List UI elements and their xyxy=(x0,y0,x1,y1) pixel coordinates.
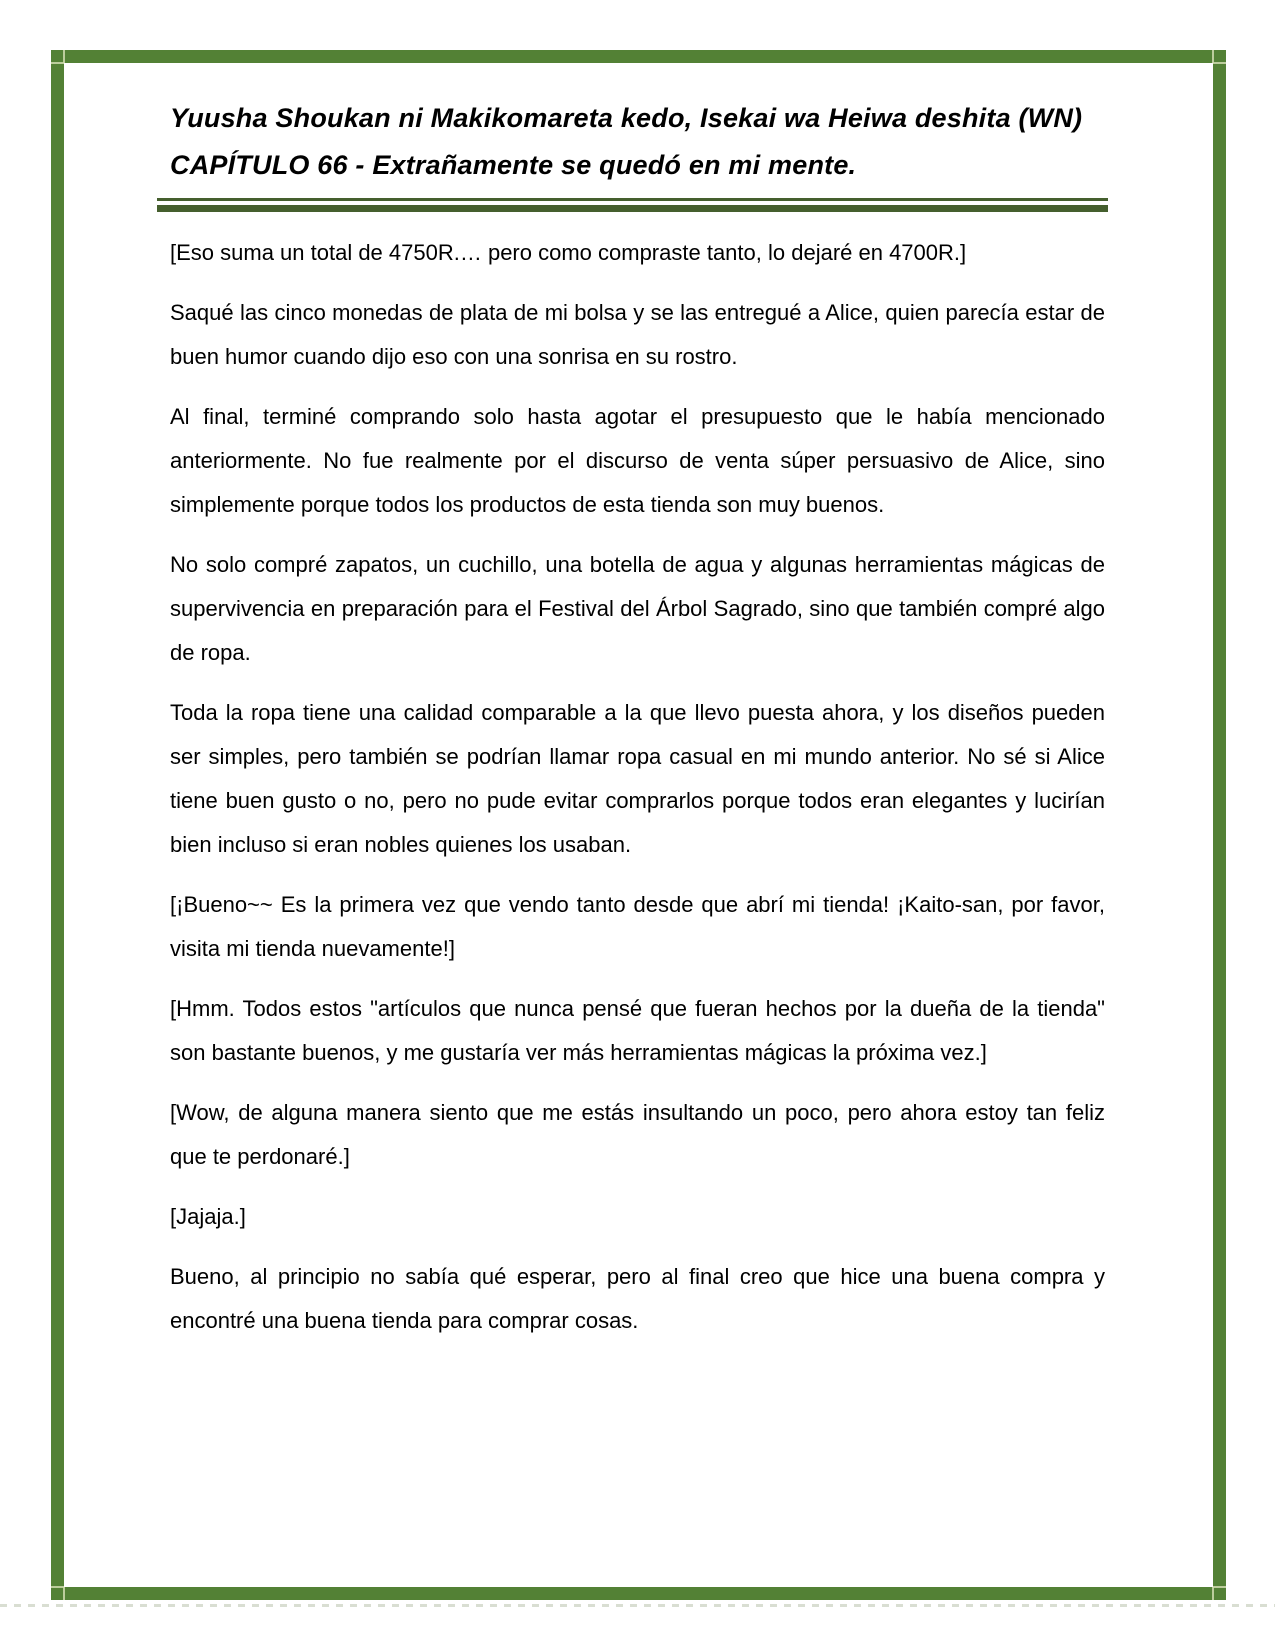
paragraph: [Eso suma un total de 4750R.… pero como compraste tanto, lo dejaré en 4700R.] xyxy=(170,240,967,265)
paragraph: Saqué las cinco monedas de plata de mi bolsa y se las entregué a Alice, quien parecía estar de buen humor cuando dijo eso con una sonrisa en su rostro. xyxy=(170,300,1105,369)
body-text xyxy=(170,231,1105,1343)
page-title xyxy=(170,0,1105,189)
paragraph: Bueno, al principio no sabía qué esperar, pero al final creo que hice una buena compra y encontré una buena tienda para comprar cosas. xyxy=(170,1264,1105,1333)
border-corner-seam xyxy=(63,1587,65,1600)
border-corner-seam xyxy=(1213,62,1226,64)
page-break-dashes xyxy=(0,1604,1275,1607)
paragraph: Al final, terminé comprando solo hasta agotar el presupuesto que le había mencionado anteriormente. No fue realmente por el discurso de venta súper persuasivo de Alice, sino simplemente porque todos los productos de esta tienda son muy buenos. xyxy=(170,404,1105,517)
chapter-title-line: CAPÍTULO 66 - Extrañamente se quedó en mi mente. xyxy=(170,150,857,180)
paragraph: No solo compré zapatos, un cuchillo, una botella de agua y algunas herramientas mágicas de supervivencia en preparación para el Festival del Árbol Sagrado, sino que también compré algo de ropa. xyxy=(170,552,1105,665)
border-corner-seam xyxy=(1212,1587,1214,1600)
paragraph: Toda la ropa tiene una calidad comparable a la que llevo puesta ahora, y los diseños pueden ser simples, pero también se podrían llamar ropa casual en mi mundo anterior. No sé si Alice tiene buen gusto o no, pero no pude evitar comprarlos porque todos eran elegantes y lucirían bien incluso si eran nobles quienes los usaban. xyxy=(170,700,1105,857)
paragraph: [¡Bueno~~ Es la primera vez que vendo tanto desde que abrí mi tienda! ¡Kaito-san, por favor, visita mi tienda nuevamente!] xyxy=(170,892,1105,961)
novel-title-line: Yuusha Shoukan ni Makikomareta kedo, Isekai wa Heiwa deshita (WN) xyxy=(170,103,1083,133)
paragraph: [Jajaja.] xyxy=(170,1204,246,1229)
border-corner-seam xyxy=(51,62,64,64)
border-corner-seam xyxy=(1213,1586,1226,1588)
paragraph: [Hmm. Todos estos "artículos que nunca pensé que fueran hechos por la dueña de la tienda" son bastante buenos, y me gustaría ver más herramientas mágicas la próxima vez.] xyxy=(170,996,1105,1065)
border-corner-seam xyxy=(51,1586,64,1588)
text-column xyxy=(170,0,1105,1359)
paragraph: [Wow, de alguna manera siento que me estás insultando un poco, pero ahora estoy tan feliz que te perdonaré.] xyxy=(170,1100,1105,1169)
title-underline-double-rule xyxy=(157,198,1108,212)
rule-thick-line xyxy=(157,205,1108,212)
